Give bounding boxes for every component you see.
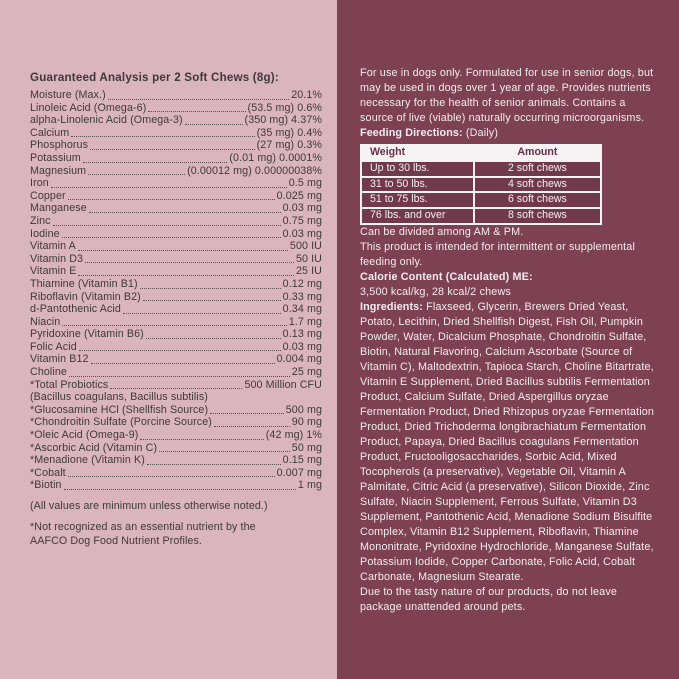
ingredients-paragraph xyxy=(360,300,657,585)
nutrient-label: Pyridoxine (Vitamin B6) xyxy=(30,328,144,341)
nutrient-value: 0.15 mg xyxy=(282,454,322,467)
analysis-row xyxy=(30,89,322,102)
nutrient-label: *Menadione (Vitamin K) xyxy=(30,454,145,467)
nutrient-label: Vitamin E xyxy=(30,265,77,278)
nutrient-value: 500 Million CFU xyxy=(244,378,322,391)
weight-cell: 76 lbs. and over xyxy=(361,208,474,224)
dotted-leader xyxy=(53,225,281,226)
amount-cell: 6 soft chews xyxy=(474,192,601,208)
nutrient-label: Phosphorus xyxy=(30,139,89,152)
dotted-leader xyxy=(91,363,275,364)
nutrient-label: Riboflavin (Vitamin B2) xyxy=(30,290,141,303)
dotted-leader xyxy=(83,162,228,163)
nutrient-label: Iron xyxy=(30,177,49,190)
dotted-leader xyxy=(79,350,281,351)
aafco-footnote: *Not recognized as an essential nutrient by the AAFCO Dog Food Nutrient Profiles. xyxy=(30,521,256,547)
nutrient-label: Magnesium xyxy=(30,164,87,177)
dotted-leader xyxy=(210,413,284,414)
analysis-row xyxy=(30,127,322,140)
nutrient-value: 50 mg xyxy=(291,441,322,454)
feeding-table-body xyxy=(361,161,601,224)
analysis-row xyxy=(30,429,322,442)
dotted-leader xyxy=(51,187,287,188)
nutrient-value: 0.025 mg xyxy=(276,189,322,202)
feeding-table-row xyxy=(361,161,601,177)
intermittent-feeding-note: This product is intended for intermittent or supplemental feeding only. xyxy=(360,240,636,268)
nutrient-label: Folic Acid xyxy=(30,340,77,353)
dotted-leader xyxy=(62,325,286,326)
nutrient-value: (42 mg) 1% xyxy=(265,429,322,442)
ingredients-list-text: Flaxseed, Glycerin, Brewers Dried Yeast, Potato, Lecithin, Dried Shellfish Digest, Fish Oil, Pumpkin Powder, Water, Dicalcium Phosphate, Chondroitin Sulfate, Biotin, Natural Flavoring, Calcium Ascorbate (Source of Vitamin C), Maltodextrin, Tapioca Starch, Choline Bitartrate, Vitamin E Supplement, Dried Bacillus subtilis Fermentation Product, Calcium Sulfate, Dried Aspergillus oryzae Fermentation Product, Dried Rhizopus oryzae Fermentation Product, Dried Trichoderma longibrachiatum Fermentation Product, Papaya, Dried Bacillus coagulans Fermentation Product, Fructooligosaccharides, Sorbic Acid, Mixed Tocopherols (a preservative), Vegetable Oil, Vitamin A Palmitate, Citric Acid (a preservative), Silicon Dioxide, Zinc Sulfate, Niacin Supplement, Ferrous Sulfate, Vitamin D3 Supplement, Pantothenic Acid, Menadione Sodium Bisulfite Complex, Vitamin B12 Supplement, Riboflavin, Thiamine Mononitrate, Pyridoxine Hydrochloride, Manganese Sulfate, Potassium Iodide, Copper Carbonate, Folic Acid, Cobalt Carbonate, Magnesium Stearate. xyxy=(360,300,655,583)
nutrient-value: 0.12 mg xyxy=(282,277,322,290)
nutrient-label: Zinc xyxy=(30,214,51,227)
dotted-leader xyxy=(143,300,281,301)
usage-panel xyxy=(337,0,679,679)
nutrient-value: 0.007 mg xyxy=(276,466,322,479)
ingredients-label: Ingredients: xyxy=(360,300,423,313)
analysis-row xyxy=(30,353,322,366)
analysis-row xyxy=(30,202,322,215)
analysis-row xyxy=(30,328,322,341)
feeding-table-header-amount: Amount xyxy=(474,145,601,161)
feeding-frequency: (Daily) xyxy=(465,127,499,139)
dotted-leader xyxy=(108,99,289,100)
analysis-row xyxy=(30,341,322,354)
dotted-leader xyxy=(62,237,281,238)
nutrient-label: Vitamin B12 xyxy=(30,353,89,366)
amount-cell: 4 soft chews xyxy=(474,177,601,193)
dotted-leader xyxy=(146,338,281,339)
analysis-row xyxy=(30,102,322,115)
dotted-leader xyxy=(68,199,275,200)
dotted-leader xyxy=(140,439,263,440)
dotted-leader xyxy=(85,262,294,263)
dotted-leader xyxy=(68,476,275,477)
nutrient-label: Linoleic Acid (Omega-6) xyxy=(30,101,147,114)
analysis-row xyxy=(30,454,322,467)
feeding-table-row xyxy=(361,177,601,193)
nutrient-label: Manganese xyxy=(30,202,87,215)
analysis-row xyxy=(30,303,322,316)
nutrient-label: Vitamin D3 xyxy=(30,252,84,265)
nutrient-label: Niacin xyxy=(30,315,61,328)
dotted-leader xyxy=(140,288,281,289)
feeding-table-head xyxy=(361,145,601,161)
nutrient-value: 0.03 mg xyxy=(282,202,322,215)
feeding-table-row xyxy=(361,192,601,208)
nutrient-value: 0.75 mg xyxy=(282,214,322,227)
analysis-row xyxy=(30,442,322,455)
nutrient-value: (35 mg) 0.4% xyxy=(256,126,322,139)
dotted-leader xyxy=(64,489,296,490)
nutrient-value: 0.33 mg xyxy=(282,290,322,303)
dotted-leader xyxy=(69,376,290,377)
calorie-content-value: 3,500 kcal/kg, 28 kcal/2 chews xyxy=(360,285,511,298)
analysis-row xyxy=(30,366,322,379)
analysis-row xyxy=(30,416,322,429)
analysis-row xyxy=(30,240,322,253)
analysis-row xyxy=(30,228,322,241)
nutrient-label: *Chondroitin Sulfate (Porcine Source) xyxy=(30,416,212,429)
probiotics-strains-note: (Bacillus coagulans, Bacillus subtilis) xyxy=(30,391,208,404)
analysis-row xyxy=(30,404,322,417)
analysis-row xyxy=(30,379,322,392)
analysis-row xyxy=(30,215,322,228)
nutrient-value: 500 IU xyxy=(289,240,322,253)
feeding-directions-title xyxy=(360,126,657,140)
nutrient-value: 50 IU xyxy=(295,252,322,265)
nutrient-value: 25 IU xyxy=(295,265,322,278)
am-pm-note: Can be divided among AM & PM. xyxy=(360,225,524,238)
analysis-row xyxy=(30,114,322,127)
weight-cell: 31 to 50 lbs. xyxy=(361,177,474,193)
analysis-row xyxy=(30,278,322,291)
analysis-row xyxy=(30,253,322,266)
nutrient-label: *Biotin xyxy=(30,479,62,492)
nutrient-label: *Ascorbic Acid (Vitamin C) xyxy=(30,441,158,454)
nutrient-label: Choline xyxy=(30,366,67,379)
feeding-table-header-row xyxy=(361,145,601,161)
feeding-table-row xyxy=(361,208,601,224)
analysis-row xyxy=(30,165,322,178)
analysis-row xyxy=(30,291,322,304)
dotted-leader xyxy=(214,426,290,427)
weight-cell: Up to 30 lbs. xyxy=(361,161,474,177)
dotted-leader xyxy=(159,451,290,452)
calorie-content-heading: Calorie Content (Calculated) ME: xyxy=(360,270,533,283)
amount-cell: 2 soft chews xyxy=(474,161,601,177)
nutrient-value: 0.004 mg xyxy=(276,353,322,366)
nutrient-label: *Total Probiotics xyxy=(30,378,109,391)
nutrient-label: Moisture (Max.) xyxy=(30,89,106,101)
nutrient-label: d-Pantothenic Acid xyxy=(30,303,121,316)
analysis-row xyxy=(30,265,322,278)
nutrient-value: (27 mg) 0.3% xyxy=(256,139,322,152)
guaranteed-analysis-heading: Guaranteed Analysis per 2 Soft Chews (8g): xyxy=(30,71,279,84)
nutrient-value: 90 mg xyxy=(291,416,322,429)
nutrient-value: 0.03 mg xyxy=(282,227,322,240)
nutrient-label: Thiamine (Vitamin B1) xyxy=(30,277,138,290)
nutrient-value: (0.00012 mg) 0.00000038% xyxy=(187,164,322,177)
nutrient-label: Iodine xyxy=(30,227,60,240)
nutrient-value: 0.03 mg xyxy=(282,340,322,353)
analysis-row xyxy=(30,190,322,203)
analysis-row xyxy=(30,467,322,480)
nutrient-label: Copper xyxy=(30,189,66,202)
usage-intro-text: For use in dogs only. Formulated for use in senior dogs, but may be used in dogs over 1 year of age. Provides nutrients necessary for the health of senior animals. Contains a source of live (viable) naturally occurring microorganisms. xyxy=(360,67,654,124)
dotted-leader xyxy=(71,136,254,137)
nutrient-label: Vitamin A xyxy=(30,240,76,253)
dotted-leader xyxy=(110,388,242,389)
nutrient-value: 1.7 mg xyxy=(288,315,322,328)
analysis-row xyxy=(30,479,322,492)
amount-cell: 8 soft chews xyxy=(474,208,601,224)
nutrient-label: *Cobalt xyxy=(30,466,66,479)
nutrient-value: (350 mg) 4.37% xyxy=(244,114,322,127)
nutrient-label: Calcium xyxy=(30,126,70,139)
dotted-leader xyxy=(185,124,243,125)
nutrient-label: *Oleic Acid (Omega-9) xyxy=(30,429,139,442)
nutrient-value: 500 mg xyxy=(285,403,322,416)
analysis-row xyxy=(30,316,322,329)
nutrient-value: 0.5 mg xyxy=(288,177,322,190)
minimum-values-note: (All values are minimum unless otherwise noted.) xyxy=(30,500,268,512)
nutrient-label: *Glucosamine HCl (Shellfish Source) xyxy=(30,403,209,416)
feeding-table-header-weight: Weight xyxy=(361,145,474,161)
dotted-leader xyxy=(147,464,281,465)
dotted-leader xyxy=(89,212,281,213)
nutrient-value: 25 mg xyxy=(291,366,322,379)
dotted-leader xyxy=(123,313,281,314)
dotted-leader xyxy=(148,111,245,112)
dotted-leader xyxy=(78,275,294,276)
nutrient-label: Potassium xyxy=(30,151,81,164)
nutrient-value: 0.34 mg xyxy=(282,303,322,316)
nutrient-value: 20.1% xyxy=(291,89,322,101)
weight-cell: 51 to 75 lbs. xyxy=(361,192,474,208)
guaranteed-analysis-panel xyxy=(0,0,337,679)
dotted-leader xyxy=(88,174,185,175)
dotted-leader xyxy=(90,149,255,150)
analysis-row xyxy=(30,177,322,190)
feeding-table xyxy=(360,144,602,225)
nutrient-value: 0.13 mg xyxy=(282,328,322,341)
dotted-leader xyxy=(78,250,288,251)
nutrient-label: alpha-Linolenic Acid (Omega-3) xyxy=(30,114,183,127)
analysis-row xyxy=(30,152,322,165)
nutrient-value: (53.5 mg) 0.6% xyxy=(247,101,322,114)
analysis-row xyxy=(30,139,322,152)
nutrient-value: 1 mg xyxy=(297,479,322,492)
feeding-directions-label: Feeding Directions: xyxy=(360,127,463,139)
nutrient-value: (0.01 mg) 0.0001% xyxy=(229,151,322,164)
guaranteed-analysis-rows xyxy=(30,89,322,492)
caution-note: Due to the tasty nature of our products, do not leave package unattended around pets. xyxy=(360,585,618,613)
